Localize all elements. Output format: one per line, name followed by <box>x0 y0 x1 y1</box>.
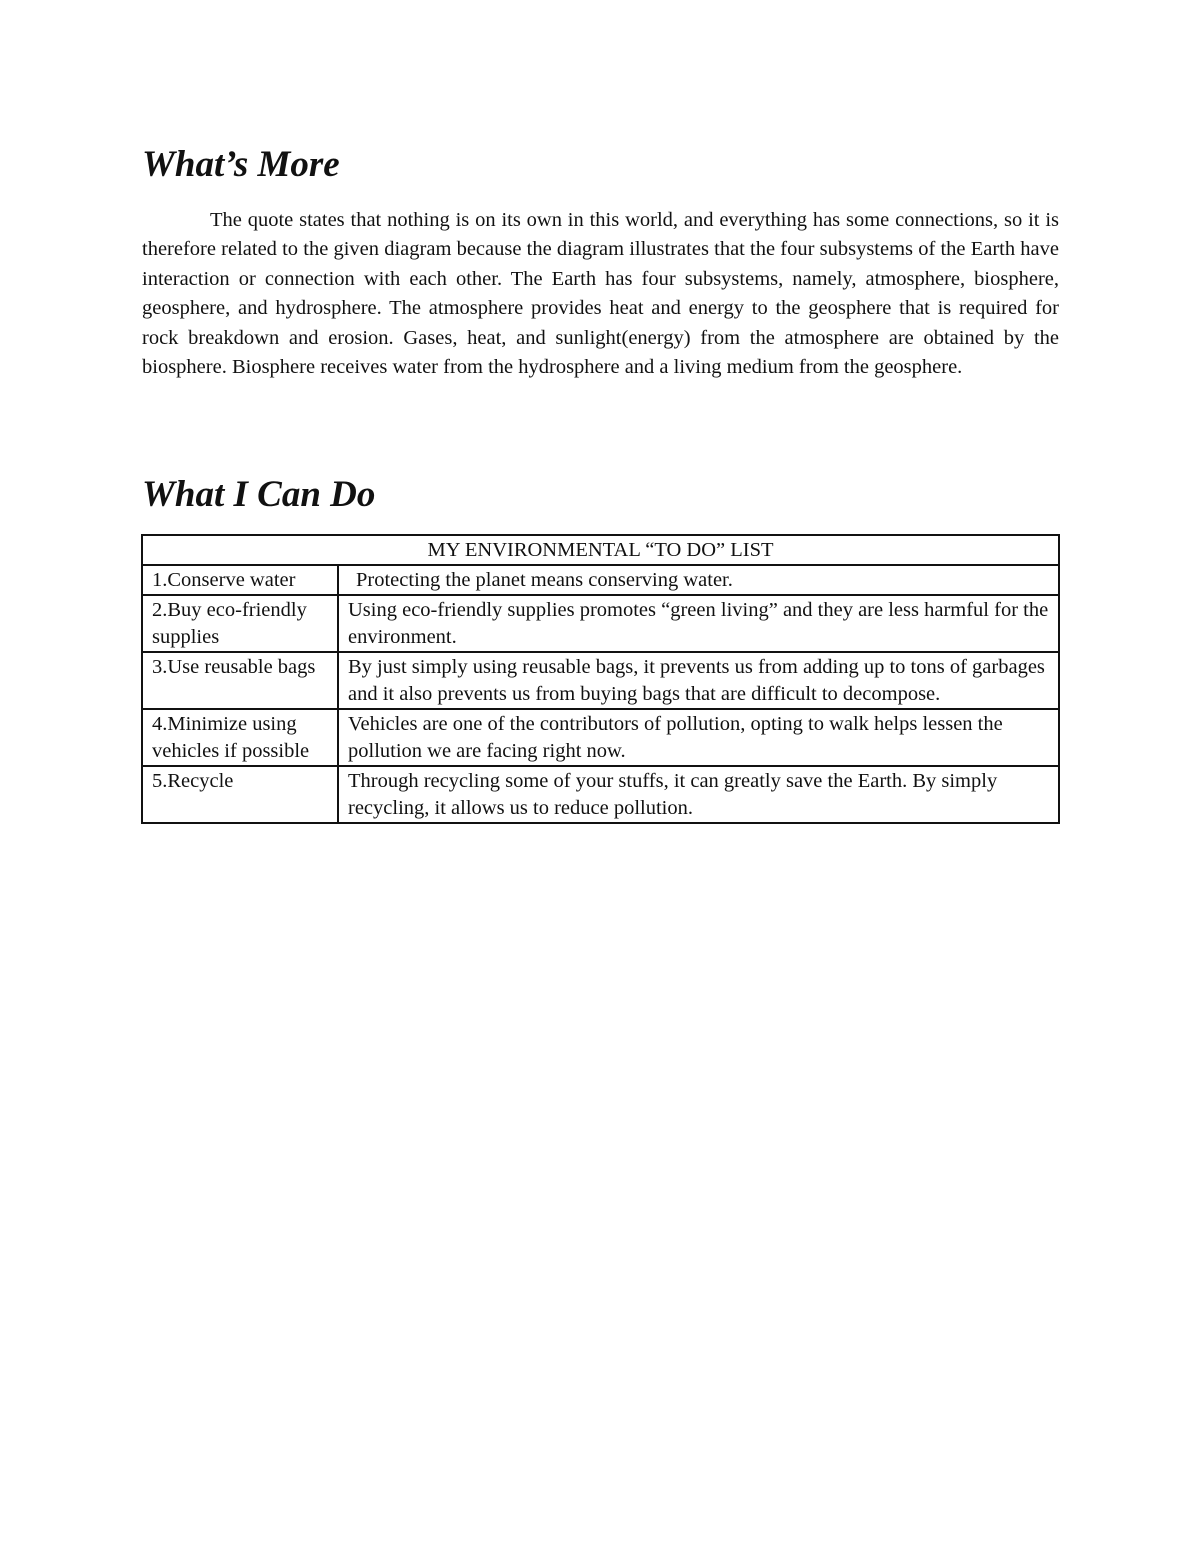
todo-description: Using eco-friendly supplies promotes “green living” and they are less harmful for the environment. <box>338 595 1059 652</box>
todo-description: Vehicles are one of the contributors of pollution, opting to walk helps lessen the pollution we are facing right now. <box>338 709 1059 766</box>
section-heading-what-i-can-do: What I Can Do <box>142 474 376 515</box>
todo-description: Through recycling some of your stuffs, it can greatly save the Earth. By simply recycling, it allows us to reduce pollution. <box>338 766 1059 823</box>
todo-description: Protecting the planet means conserving water. <box>338 565 1059 596</box>
todo-action: 2.Buy eco-friendly supplies <box>142 595 338 652</box>
whats-more-paragraph: The quote states that nothing is on its own in this world, and everything has some connections, so it is therefore related to the given diagram because the diagram illustrates that the four subsystems of the Earth have interaction or connection with each other. The Earth has four subsystems, namely, atmosphere, biosphere, geosphere, and hydrosphere. The atmosphere provides heat and energy to the geosphere that is required for rock breakdown and erosion. Gases, heat, and sunlight(energy) from the atmosphere are obtained by the biosphere. Biosphere receives water from the hydrosphere and a living medium from the geosphere. <box>142 209 1059 379</box>
todo-action: 4.Minimize using vehicles if possible <box>142 709 338 766</box>
table-title-row <box>142 535 1059 565</box>
table-row <box>142 595 1059 652</box>
table-row <box>142 709 1059 766</box>
environmental-todo-table <box>141 534 1060 824</box>
todo-action: 3.Use reusable bags <box>142 652 338 709</box>
todo-description: By just simply using reusable bags, it prevents us from adding up to tons of garbages and it also prevents us from buying bags that are difficult to decompose. <box>338 652 1059 709</box>
table-row <box>142 652 1059 709</box>
section-heading-whats-more: What’s More <box>142 144 340 185</box>
table-title: MY ENVIRONMENTAL “TO DO” LIST <box>142 535 1059 565</box>
table-row <box>142 766 1059 823</box>
todo-action: 1.Conserve water <box>142 565 338 596</box>
table-row <box>142 565 1059 596</box>
todo-action: 5.Recycle <box>142 766 338 823</box>
